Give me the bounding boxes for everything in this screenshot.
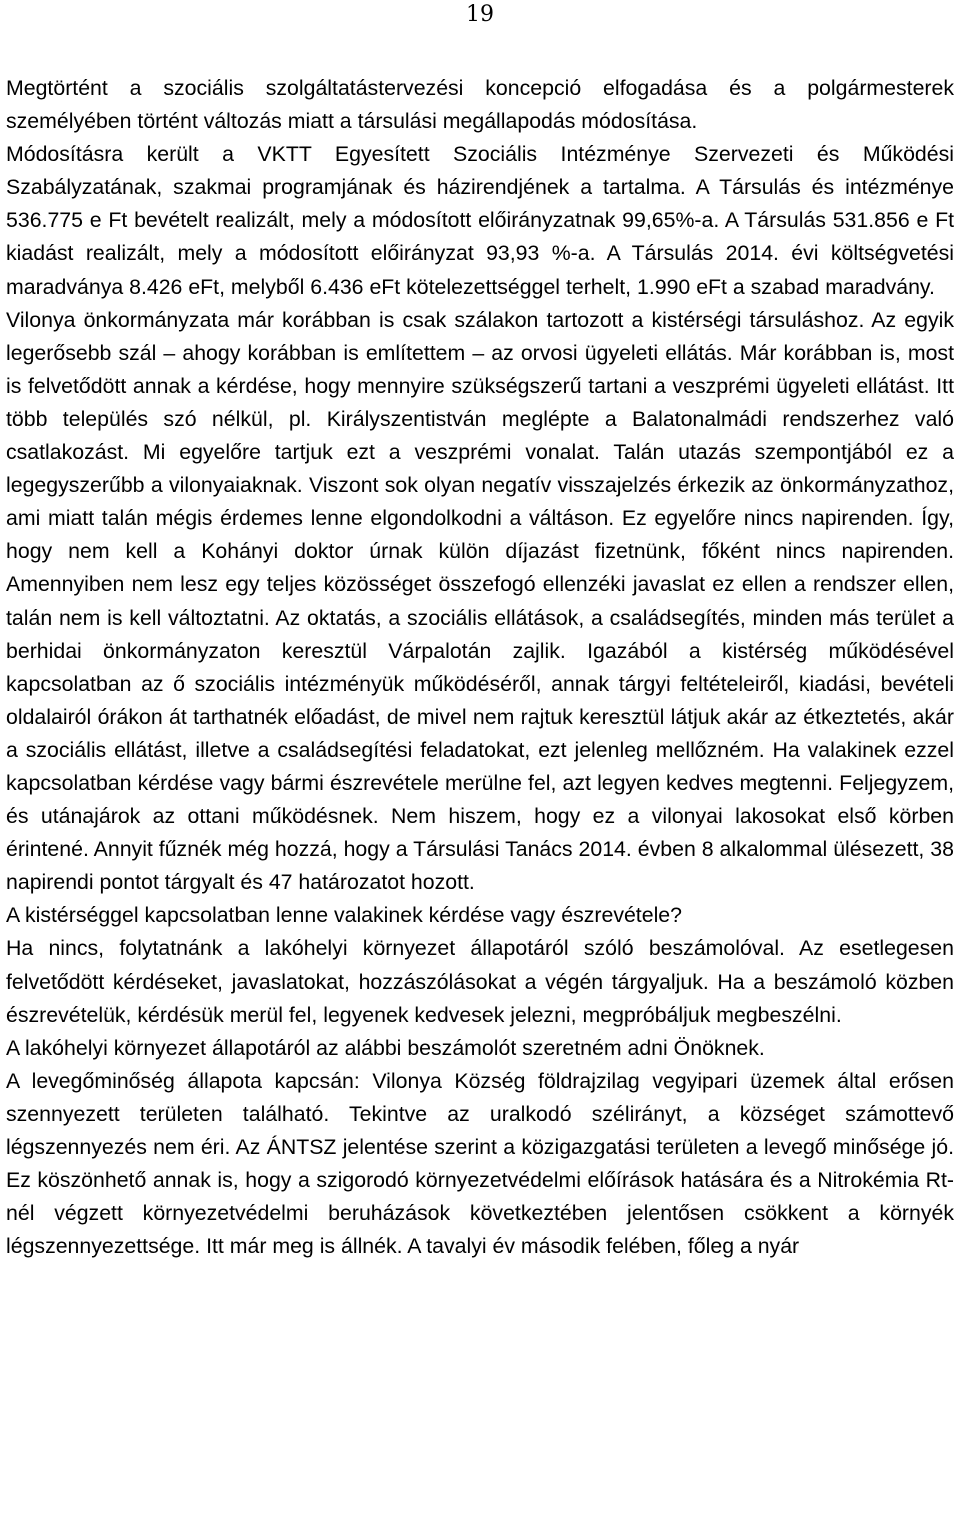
paragraph: A kistérséggel kapcsolatban lenne valakinek kérdése vagy észrevétele? bbox=[6, 903, 682, 928]
document-body bbox=[6, 72, 954, 1263]
paragraph: Vilonya önkormányzata már korábban is csak szálakon tartozott a kistérségi társuláshoz. Az egyik legerősebb szál – ahogy korábban is említettem – az orvosi ügyeleti ellátás. Már korábban is, most is felvetődött annak a kérdése, hogy mennyire szükségszerű tartani a veszprémi ügyeleti ellátást. Itt több település szó nélkül, pl. Királyszentistván meglépte a Balatonalmádi rendszerhez való csatlakozást. Mi egyelőre tartjuk ezt a veszprémi vonalat. Talán utazás szempontjából ez a legegyszerűbb a vilonyaiaknak. Viszont sok olyan negatív visszajelzés érkezik az önkormányzathoz, ami miatt talán mégis érdemes lenne elgondolkodni a váltáson. Ez egyelőre nincs napirenden. Így, hogy nem kell a Kohányi doktor úrnak külön díjazást fizetnünk, főként nincs napirenden. Amennyiben nem lesz egy teljes közösséget összefogó ellenzéki javaslat ez ellen a rendszer ellen, talán nem is kell változtatni. Az oktatás, a szociális ellátások, a családsegítés, minden más terület a berhidai önkormányzaton keresztül Várpalotán zajlik. Igazából a kistérség működésével kapcsolatban az ő szociális intézményük működéséről, annak tárgyi feltételeiről, kiadási, bevételi oldalairól órákon át tarthatnék előadást, de mivel nem rajtuk keresztül látjuk akár az étkeztetés, akár a szociális ellátást, illetve a családsegítési feladatokat, ezt jelenleg mellőzném. Ha valakinek ezzel kapcsolatban kérdése vagy bármi észrevétele merülne fel, azt legyen kedves megtenni. Feljegyzem, és utánajárok az ottani működésnek. Nem hiszem, hogy ez a vilonyai lakosokat első körben érintené. Annyit fűznék még hozzá, hogy a Társulási Tanács 2014. évben 8 alkalommal ülésezett, 38 napirendi pontot tárgyalt és 47 határozatot hozott. bbox=[6, 307, 954, 895]
paragraph: A levegőminőség állapota kapcsán: Vilonya Község földrajzilag vegyipari üzemek által erősen szennyezett területen található. Tekintve az uralkodó szélirányt, a községet számottevő légszennyezés nem éri. Az ÁNTSZ jelentése szerint a közigazgatási területen a levegő minősége jó. Ez köszönhető annak is, hogy a szigorodó környezetvédelmi előírások hatására és a Nitrokémia Rt-nél végzett környezetvédelmi beruházások következtében jelentősen csökkent a környék légszennyezettsége. Itt már meg is állnék. A tavalyi év második felében, főleg a nyár bbox=[6, 1068, 954, 1259]
paragraph: Módosításra került a VKTT Egyesített Szociális Intézménye Szervezeti és Működési Szabályzatának, szakmai programjának és házirendjének a tartalma. A Társulás és intézménye 536.775 e Ft bevételt realizált, mely a módosított előirányzatnak 99,65%-a. A Társulás 531.856 e Ft kiadást realizált, mely a módosított előirányzat 93,93 %-a. A Társulás 2014. évi költségvetési maradványa 8.426 eFt, melyből 6.436 eFt kötelezettséggel terhelt, 1.990 eFt a szabad maradvány. bbox=[6, 142, 954, 299]
paragraph: Ha nincs, folytatnánk a lakóhelyi környezet állapotáról szóló beszámolóval. Az esetlegesen felvetődött kérdéseket, javaslatokat, hozzászólásokat a végén tárgyaljuk. Ha a beszámoló közben észrevételük, kérdésük merül fel, legyenek kedvesek jelezni, megpróbáljuk megbeszélni. bbox=[6, 936, 954, 1027]
paragraph: A lakóhelyi környezet állapotáról az alábbi beszámolót szeretném adni Önöknek. bbox=[6, 1035, 765, 1060]
paragraph: Megtörtént a szociális szolgáltatástervezési koncepció elfogadása és a polgármesterek személyében történt változás miatt a társulási megállapodás módosítása. bbox=[6, 76, 954, 134]
page-number: 19 bbox=[466, 2, 494, 27]
